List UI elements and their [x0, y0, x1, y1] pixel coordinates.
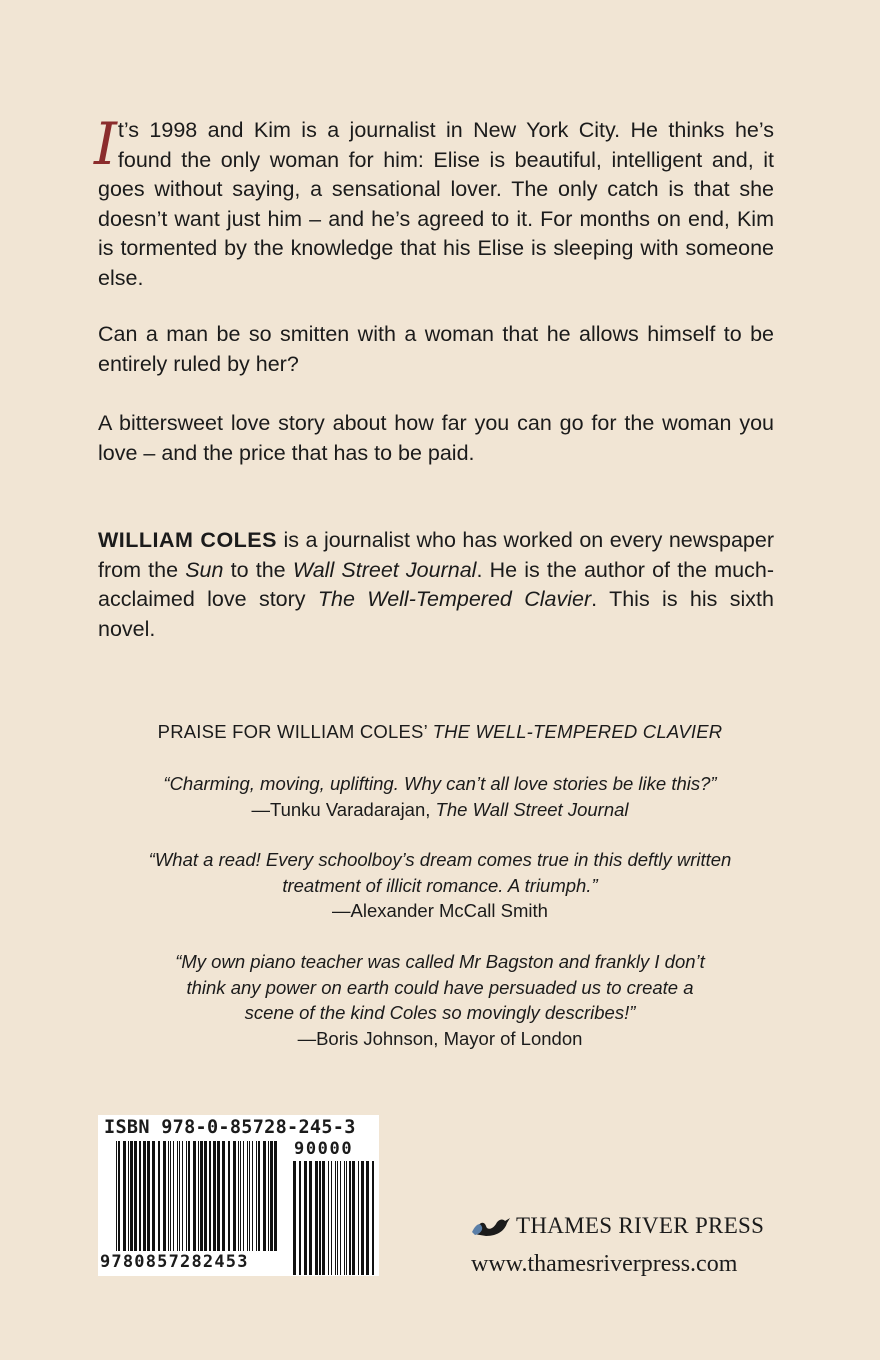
barcode-bar: [143, 1141, 146, 1251]
barcode-bar: [304, 1161, 307, 1275]
blurb-paragraph-2: Can a man be so smitten with a woman that he allows himself to be entirely ruled by her?: [98, 322, 774, 376]
barcode-bar: [170, 1141, 171, 1251]
barcode-bar: [238, 1141, 239, 1251]
publisher-name: THAMES RIVER PRESS: [516, 1213, 765, 1238]
barcode-bar: [188, 1141, 190, 1251]
barcode-bar: [331, 1161, 332, 1275]
barcode-bar: [139, 1141, 141, 1251]
barcode-bar: [198, 1141, 199, 1251]
barcode-bar: [352, 1161, 355, 1275]
barcode-bar: [322, 1161, 325, 1275]
barcode-bar: [200, 1141, 203, 1251]
isbn-label: ISBN 978-0-85728-245-3: [104, 1117, 356, 1138]
barcode-bar: [186, 1141, 187, 1251]
praise-quote-2: [98, 847, 782, 924]
author-name: WILLIAM COLES: [98, 528, 277, 552]
barcode-bar: [268, 1141, 269, 1251]
barcode-bar: [228, 1141, 230, 1251]
praise-quote-1: [98, 771, 782, 822]
barcode-bar: [256, 1141, 257, 1251]
quote-text: “What a read! Every schoolboy’s dream comes true in this deftly written treatment of illicit romance. A triumph.”: [148, 849, 732, 896]
barcode-bar: [247, 1141, 248, 1251]
barcode-bar: [274, 1141, 277, 1251]
barcode-addon-digits: 90000: [294, 1139, 354, 1159]
barcode-bar: [366, 1161, 369, 1275]
barcode-bar: [299, 1161, 301, 1275]
barcode-bar: [344, 1161, 345, 1275]
bio-sun: Sun: [185, 557, 224, 582]
barcode-bar: [222, 1141, 225, 1251]
barcode-bar: [340, 1161, 341, 1275]
barcode-bar: [372, 1161, 374, 1275]
barcode-bar: [118, 1141, 120, 1251]
praise-heading-prefix: PRAISE FOR WILLIAM COLES’: [157, 721, 433, 742]
barcode-bar: [182, 1141, 183, 1251]
barcode-bar: [173, 1141, 174, 1251]
barcode-bar: [346, 1161, 347, 1275]
bio-text: . This is his sixth novel.: [98, 587, 774, 641]
praise-heading-title: THE WELL-TEMPERED CLAVIER: [432, 721, 723, 742]
barcode-bar: [361, 1161, 364, 1275]
barcode-bar: [337, 1161, 338, 1275]
bio-wsj: Wall Street Journal: [292, 557, 477, 582]
isbn-barcode: [98, 1115, 379, 1276]
barcode-bar: [130, 1141, 133, 1251]
praise-heading: [98, 719, 782, 745]
barcode-bar: [217, 1141, 220, 1251]
attribution-source: The Wall Street Journal: [435, 798, 629, 820]
quote-attribution: —Alexander McCall Smith: [332, 900, 548, 921]
barcode-bar: [147, 1141, 150, 1251]
barcode-bar: [233, 1141, 236, 1251]
barcode-bar: [358, 1161, 359, 1275]
barcode-bar: [319, 1161, 321, 1275]
barcode-bar: [335, 1161, 336, 1275]
barcode-bar: [315, 1161, 318, 1275]
barcode-bar: [179, 1141, 180, 1251]
barcode-bar: [258, 1141, 260, 1251]
swan-icon: [472, 1212, 514, 1238]
bio-book-title: The Well-Tempered Clavier: [317, 587, 592, 611]
author-bio: [98, 526, 774, 644]
barcode-bar: [309, 1161, 312, 1275]
praise-quote-3: [98, 949, 782, 1051]
barcode-digits: 9780857282453: [100, 1252, 249, 1272]
barcode-bar: [123, 1141, 126, 1251]
quote-attribution: [98, 797, 782, 823]
barcode-bar: [240, 1141, 241, 1251]
barcode-bar: [134, 1141, 137, 1251]
barcode-bar: [328, 1161, 329, 1275]
bio-text: is a journalist who has worked on every newspaper from the: [98, 528, 774, 582]
drop-cap: I: [94, 110, 117, 178]
bio-text: . He is the author of the much-acclaimed love story: [98, 557, 774, 611]
barcode-bar: [128, 1141, 129, 1251]
bio-text: to the: [223, 557, 293, 582]
barcode-bar: [204, 1141, 207, 1251]
blurb-paragraph-1-text: t’s 1998 and Kim is a journalist in New York City. He thinks he’s found the only woman for him: Elise is beautiful, intelligent and, it goes without saying, a sensational lover. The only catch is that she doesn’t want just him – and he’s agreed to it. For months on end, Kim is tormented by the knowledge that his Elise is sleeping with someone else.: [98, 118, 774, 290]
barcode-bar: [249, 1141, 250, 1251]
barcode-bar: [270, 1141, 273, 1251]
barcode-bar: [252, 1141, 253, 1251]
publisher-logo: [472, 1210, 772, 1242]
publisher-website: www.thamesriverpress.com: [471, 1251, 738, 1277]
barcode-bar: [213, 1141, 216, 1251]
barcode-bar: [152, 1141, 155, 1251]
barcode-bar: [177, 1141, 178, 1251]
barcode-bar: [168, 1141, 169, 1251]
barcode-bar: [243, 1141, 244, 1251]
attribution-name: —Tunku Varadarajan,: [251, 798, 436, 820]
quote-text: “My own piano teacher was called Mr Bagston and frankly I don’t think any power on earth could have persuaded us to create a scene of the kind Coles so movingly describes!”: [175, 951, 705, 1023]
blurb-paragraph-1: [94, 110, 774, 293]
blurb-paragraph-3: A bittersweet love story about how far you can go for the woman you love – and the price that has to be paid.: [98, 411, 774, 465]
barcode-bar: [209, 1141, 211, 1251]
barcode-bar: [163, 1141, 166, 1251]
barcode-bar: [293, 1161, 296, 1275]
barcode-bar: [349, 1161, 351, 1275]
barcode-bar: [116, 1141, 117, 1251]
quote-attribution: —Boris Johnson, Mayor of London: [297, 1027, 583, 1049]
barcode-bar: [158, 1141, 160, 1251]
barcode-bar: [193, 1141, 196, 1251]
quote-text: “Charming, moving, uplifting. Why can’t all love stories be like this?”: [163, 773, 717, 794]
barcode-bar: [263, 1141, 266, 1251]
